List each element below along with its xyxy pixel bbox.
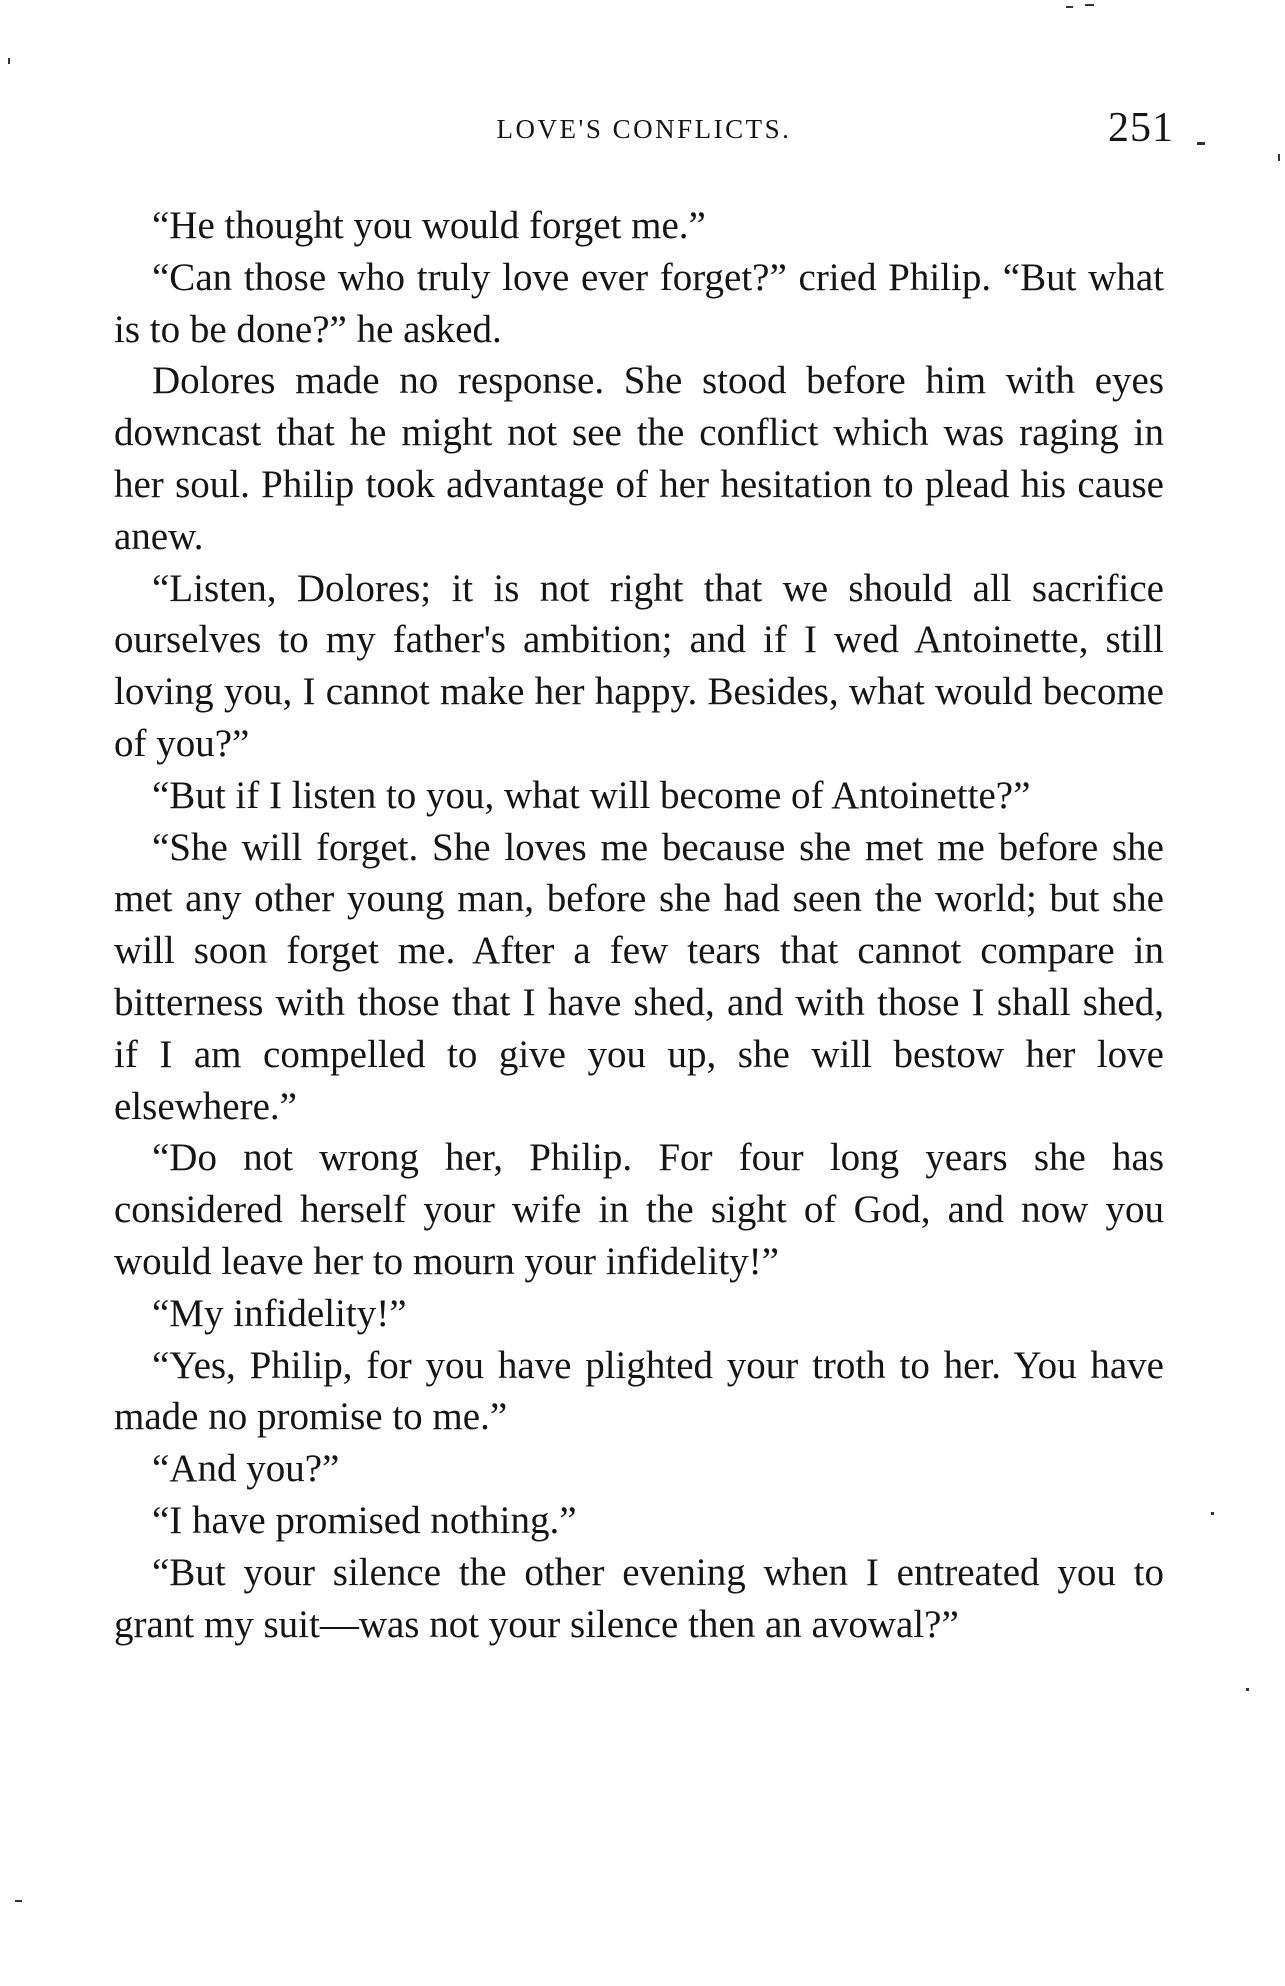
paragraph: “My infidelity!” [152,1291,407,1335]
page-number: 251 [1108,105,1174,151]
paragraph: “Yes, Philip, for you have plighted your troth to her. You have made no promise to me.” [114,1343,1164,1439]
paragraph: “But if I listen to you, what will become of Antoinette?” [152,773,1031,817]
paragraph: “And you?” [152,1447,340,1491]
paragraph: “She will forget. She loves me because she met me before she met any other young man, before she had seen the world; but she will soon forget me. After a few tears that cannot compare in bitterness with those that I have shed, and with those I shall shed, if I am compelled to give you up, she will bestow her love elsewhere.” [114,825,1164,1128]
running-title: LOVE'S CONFLICTS. [496,114,792,144]
print-speck [15,1900,22,1902]
paragraph: “I have promised nothing.” [152,1498,577,1542]
paragraph: “But your silence the other evening when I entreated you to grant my suit—was not your silence then an avowal?” [114,1550,1164,1646]
print-speck [1197,142,1205,145]
print-speck [1066,6,1073,8]
print-speck [1246,1688,1249,1691]
print-speck [1278,154,1280,161]
print-speck [8,58,10,64]
body-text [114,200,1164,1650]
paragraph: “Listen, Dolores; it is not right that we should all sacrifice ourselves to my father's ambition; and if I wed Antoinette, still loving you, I cannot make her happy. Besides, what would become of you?” [114,566,1164,765]
paragraph: “He thought you would forget me.” [152,204,706,247]
paragraph: “Do not wrong her, Philip. For four long years she has considered herself your wife in the sight of God, and now you would leave her to mourn your infidelity!” [114,1136,1164,1283]
print-speck [1211,1512,1214,1515]
print-speck [1085,4,1094,6]
running-head [114,105,1174,158]
paragraph: “Can those who truly love ever forget?” cried Philip. “But what is to be done?” he asked. [114,255,1164,351]
paragraph: Dolores made no response. She stood before him with eyes downcast that he might not see the conflict which was raging in her soul. Philip took advantage of her hesitation to plead his cause anew. [114,359,1164,558]
